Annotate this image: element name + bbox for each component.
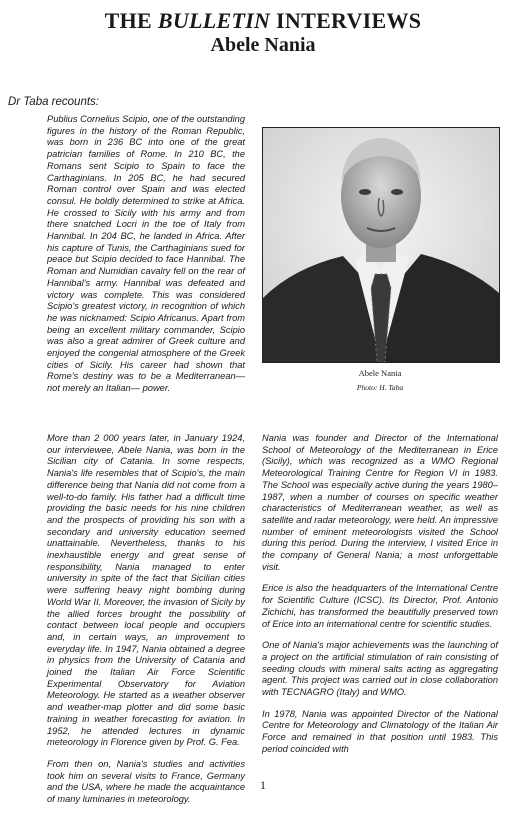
photo-caption: Abele Nania	[358, 368, 402, 378]
right-paragraph-2: Erice is also the headquarters of the International Centre for Scientific Culture (ICSC). Its Director, Prof. Antonio Zichichi, has transformed the beautifully preserved town of Erice into an international centre for scientific studies.	[262, 583, 498, 629]
right-paragraph-4: In 1978, Nania was appointed Director of the National Centre for Meteorology and Climatology of the Italian Air Force and remained in that position until 1983. This period coincided with	[262, 708, 498, 754]
left-paragraph-2: From then on, Nania's studies and activities took him on several visits to France, Germany and the USA, where he made the acquaintance of many luminaries in meteorology.	[47, 758, 245, 805]
left-paragraph-1: More than 2 000 years later, in January 1924, our interviewee, Abele Nania, was born in the Sicilian city of Catania. In some respects, Nania's life resembles that of Scipio's, the main difference being that Nania did not come from a well-to-do family. His father had a difficult time providing the basic needs for his nine children and the prospects of providing his son with a secondary and university education seemed unattainable. Nevertheless, thanks to his inexhaustible energy and great sense of responsibility, Nania managed to enter university in spite of the fact that Sicilian cities were suffering heavy night bombing during World War II. Moreover, the invasion of Sicily by the allied forces brought the possibility of contact between local people and occupiers and, in certain ways, an improvement to everyday life. In 1947, Nania obtained a degree in physics from the University of Catania and joined the Italian Air Force Scientific Experimental Observatory for Aviation Meteorology. He started as a weather observer and weather-map plotter and did some basic training in weather forecasting for aviation. In 1952, he attended lectures in dynamic meteorology in Florence given by Prof. G. Fea.	[47, 433, 245, 748]
page-title	[0, 8, 526, 34]
right-paragraph-1: Nania was founder and Director of the International School of Meteorology of the Mediterranean in Erice (Sicily), which was recognized as a WMO Regional Meteorological Training Centre for Region VI in 1983. The School was especially active during the years 1980–1987, when a number of courses on specific weather characteristics of Mediterranean weather, as well as satellite and radar meteorology, were held. An impressive number of eminent meteorologists visited the School during this period. During the interview, I visited Erice in the company of General Nania; a most unforgettable visit.	[262, 433, 498, 572]
intro-column	[47, 114, 245, 405]
portrait-illustration	[263, 128, 499, 362]
interviewee-name: Abele Nania	[210, 34, 316, 56]
photo-credit: Photo: H. Taba	[356, 383, 404, 392]
lead-line: Dr Taba recounts:	[8, 96, 99, 108]
title-suffix: INTERVIEWS	[270, 8, 422, 33]
title-prefix: THE	[104, 8, 158, 33]
intro-paragraph: Publius Cornelius Scipio, one of the outstanding figures in the history of the Roman Republic, was born in 236 BC into one of the great patrician families of Rome. In 210 BC, the Romans sent Scipio to Spain to face the Carthaginians. In 205 BC, he had secured Roman control over Spain and was elected consul. He boldly determined to strike at Africa. He crossed to Sicily with his army and from there snatched Locri in the toe of Italy from Hannibal. In 204 BC, he landed in Africa. After his capture of Tunis, the Carthaginians sued for peace but Scipio decided to face Hannibal. The Roman and Numidian cavalry fell on the rear of Hannibal's army. Hannibal was defeated and victory was complete. This was considered Scipio's greatest victory, in recognition of which he was nicknamed: Scipio Africanus. Apart from being an excellent military commander, Scipio was also a great admirer of Greek culture and enjoyed the congenial atmosphere of the Greek cities of Sicily. His career had shown that Rome's destiny was to be a Mediterranean—not merely an Italian— power.	[47, 114, 245, 394]
right-column	[262, 433, 498, 766]
left-column	[47, 433, 245, 816]
right-paragraph-3: One of Nania's major achievements was the launching of a project on the artificial stimulation of rain consisting of seeding clouds with mineral salts acting as aggregating agent. This project was carried out in close collaboration with TECNAGRO (Italy) and WMO.	[262, 640, 498, 698]
title-bulletin: BULLETIN	[157, 8, 271, 33]
portrait-photo	[262, 127, 500, 363]
page-number: 1	[260, 778, 266, 792]
